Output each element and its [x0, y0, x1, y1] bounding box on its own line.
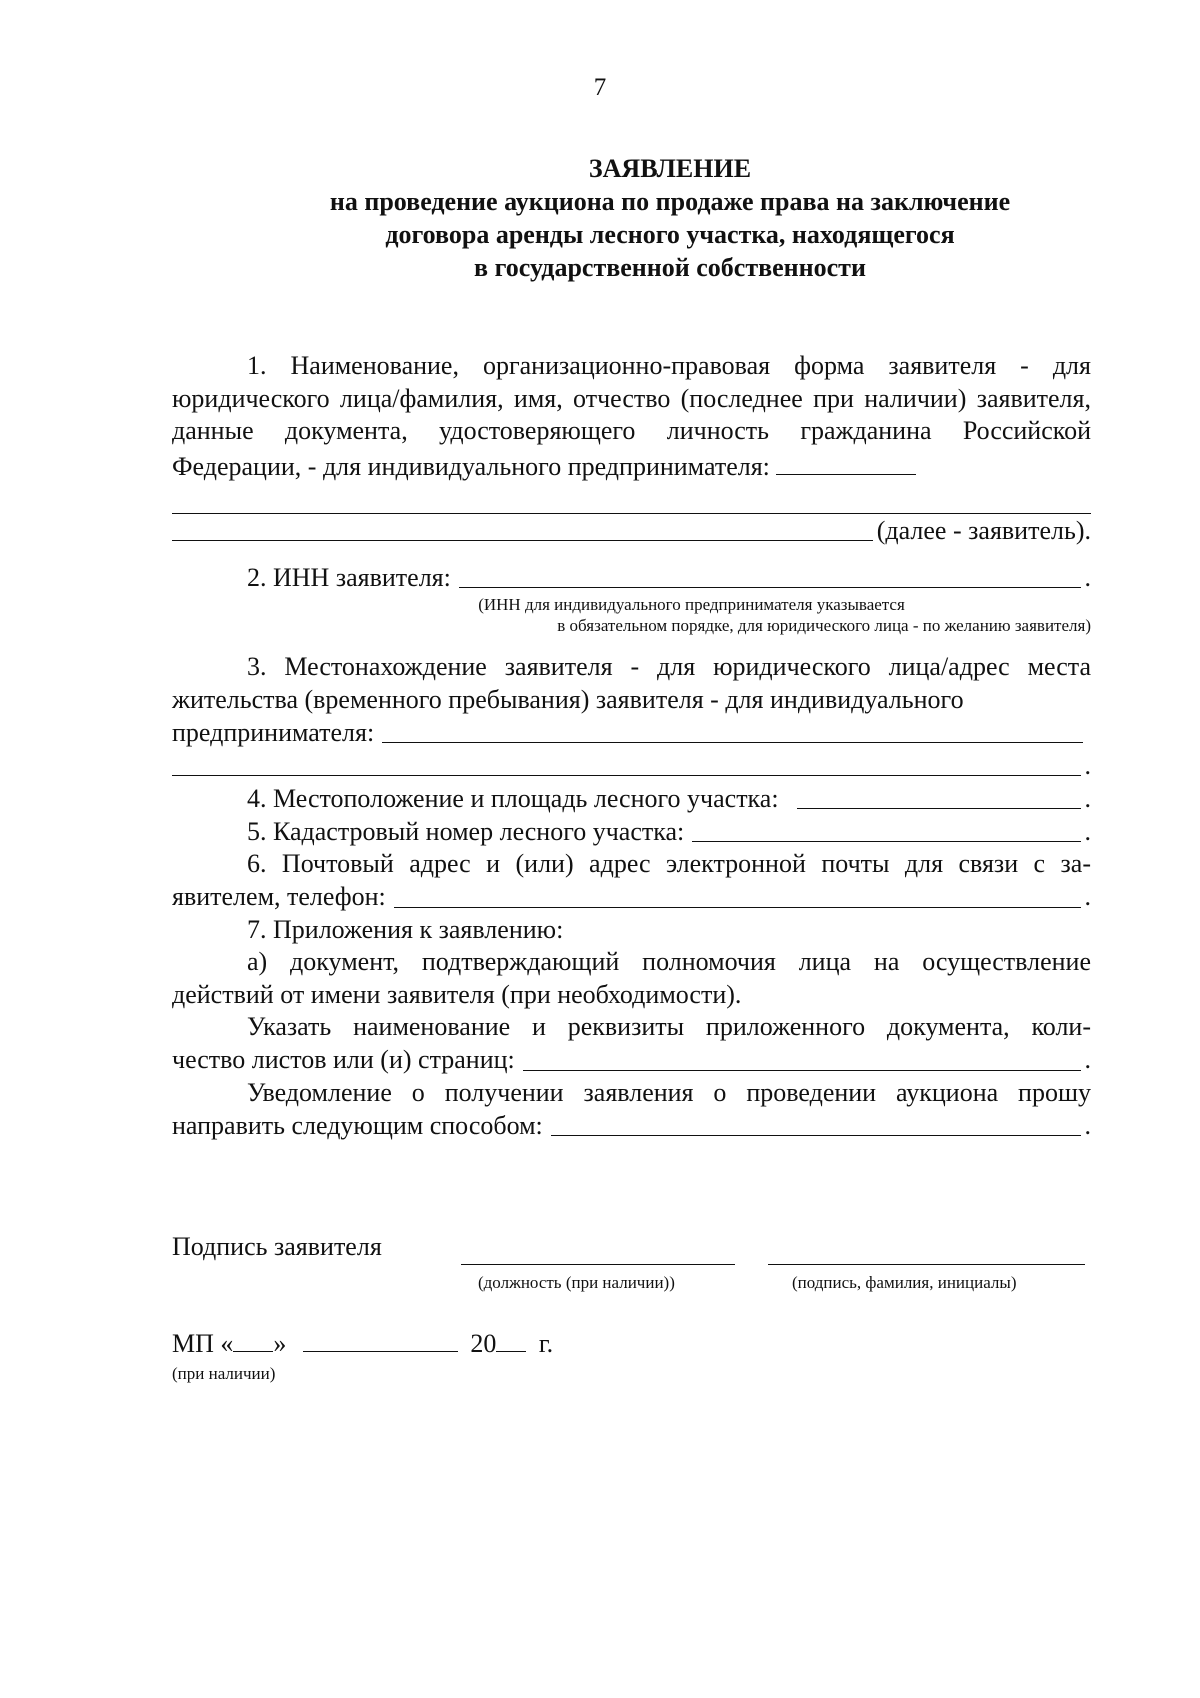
item-3-row-2 — [172, 749, 1091, 782]
item-1-blank-line-2[interactable] — [172, 483, 1091, 514]
item-1-text: 1. Наименование, организационно-правовая форма заявителя - для юридического лица/фамилия, имя, отчество (последнее при наличии) заявителя, данные документа, удостоверяющего личность гражданина Российской Федерации, - для индивидуального предпринимателя: — [172, 351, 1091, 481]
year-prefix: 20 — [470, 1329, 497, 1358]
item-1-blank-line-3[interactable] — [172, 514, 873, 541]
item-7-notify: Уведомление о получении заявления о проведении аукциона прошу — [247, 1077, 1091, 1107]
item-7: 7. Приложения к заявлению: — [247, 914, 564, 944]
item-3-tail: предпринимателя: — [172, 717, 375, 747]
signature-label: Подпись заявителя — [172, 1232, 382, 1261]
item-1-suffix: (далее - заявитель). — [876, 515, 1091, 545]
item-7-specify-tail: чество листов или (и) страниц: — [172, 1045, 515, 1074]
item-7a: а) документ, подтверждающий полномочия лица на осуществление действий от имени заявителя (при необходимости). — [172, 947, 1091, 1009]
title-line-4: в государственной собственности — [474, 253, 866, 282]
mp-label: МП « — [172, 1329, 234, 1358]
attachment-field[interactable] — [523, 1044, 1081, 1071]
notify-method-field[interactable] — [551, 1109, 1081, 1136]
item-5-label: 5. Кадастровый номер лесного участка: — [247, 816, 685, 846]
position-field[interactable] — [461, 1264, 735, 1265]
item-6: 6. Почтовый адрес и (или) адрес электронной почты для связи с за- — [247, 849, 1091, 878]
mp-caption: (при наличии) — [172, 1364, 276, 1383]
item-5 — [172, 815, 1091, 848]
item-3-dot: . — [1084, 750, 1091, 780]
title-line-3: договора аренды лесного участка, находящегося — [385, 220, 955, 249]
item-1-blank[interactable] — [776, 448, 916, 475]
date-row — [172, 1329, 553, 1359]
form-body — [172, 350, 1091, 1142]
location-field[interactable] — [382, 716, 1083, 743]
location-field-line-2[interactable] — [172, 749, 1081, 776]
month-field[interactable] — [303, 1329, 458, 1352]
inn-note-1: (ИНН для индивидуального предпринимателя указывается — [478, 595, 905, 614]
item-3: 3. Местонахождение заявителя - для юридического лица/адрес места жительства (временного пребывания) заявителя - для индивидуального — [172, 652, 1091, 714]
item-6-dot: . — [1084, 882, 1091, 911]
cadastral-number-field[interactable] — [692, 815, 1080, 842]
item-2 — [172, 561, 1091, 594]
item-6-tail: явителем, телефон: — [172, 882, 386, 911]
page-number: 7 — [593, 74, 607, 101]
item-1 — [172, 350, 1091, 483]
signature-field[interactable] — [768, 1264, 1085, 1265]
year-field[interactable] — [496, 1329, 526, 1352]
title-line-1: ЗАЯВЛЕНИЕ — [588, 154, 752, 183]
item-5-dot: . — [1084, 816, 1091, 846]
document-title — [240, 152, 1100, 284]
item-7-dot-2: . — [1084, 1110, 1091, 1140]
plot-location-field[interactable] — [797, 782, 1081, 809]
item-4-dot: . — [1084, 783, 1091, 813]
title-line-2: на проведение аукциона по продаже права на заключение — [329, 187, 1011, 216]
item-1-last-row — [172, 514, 1091, 547]
item-4-label: 4. Местоположение и площадь лесного участка: — [247, 783, 779, 813]
close-quote: » — [273, 1329, 287, 1358]
item-7-notify-row — [172, 1109, 1091, 1142]
signature-caption: (подпись, фамилия, инициалы) — [792, 1273, 1017, 1292]
item-2-dot: . — [1084, 562, 1091, 592]
item-7-notify-tail: направить следующим способом: — [172, 1110, 543, 1140]
item-7-specify: Указать наименование и реквизиты приложенного документа, коли- — [247, 1012, 1091, 1041]
item-3-row — [172, 716, 1091, 749]
item-7-specify-row — [172, 1044, 1091, 1077]
year-suffix: г. — [538, 1329, 554, 1358]
item-7-dot-1: . — [1084, 1045, 1091, 1074]
inn-note-2: в обязательном порядке, для юридического лица - по желанию заявителя) — [557, 616, 1091, 635]
item-2-label: 2. ИНН заявителя: — [247, 562, 451, 592]
contact-field[interactable] — [394, 881, 1081, 908]
item-6-row — [172, 881, 1091, 914]
position-caption: (должность (при наличии)) — [478, 1273, 675, 1292]
inn-field[interactable] — [459, 561, 1081, 588]
day-field[interactable] — [233, 1329, 273, 1352]
item-4 — [172, 782, 1091, 815]
